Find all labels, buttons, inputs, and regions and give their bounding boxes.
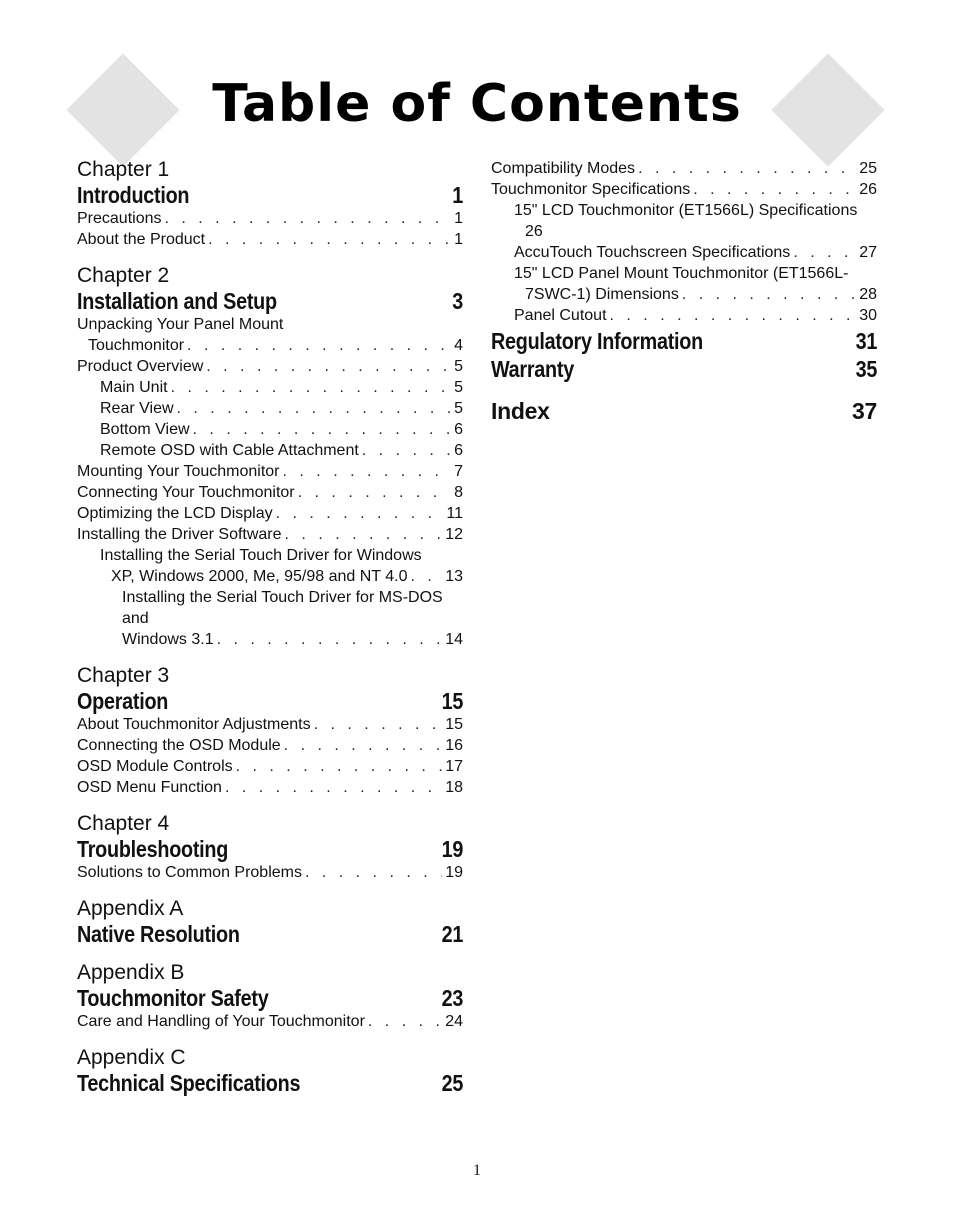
dot-leader: [217, 629, 443, 650]
toc-entry-page: 26: [859, 181, 877, 198]
toc-entry: [77, 524, 463, 545]
toc-entry-page: 6: [454, 421, 463, 438]
toc-entry-label: Compatibility Modes: [491, 160, 636, 177]
toc-entry: [77, 335, 463, 356]
toc-entry-page: 8: [454, 484, 463, 501]
dot-leader: [362, 440, 451, 461]
dot-leader: [298, 482, 451, 503]
section-heading-page: 1: [452, 182, 464, 208]
toc-entry-page: 4: [454, 337, 463, 354]
section-heading: [491, 328, 877, 354]
section-heading-page: 3: [452, 288, 464, 314]
toc-entry-text: 15" LCD Touchmonitor (ET1566L) Specifications: [514, 202, 858, 219]
toc-section: [77, 264, 463, 650]
toc-entry-label: Touchmonitor Specifications: [491, 181, 691, 198]
section-heading: [77, 921, 463, 947]
toc-entry: [491, 158, 877, 179]
section-heading: [77, 182, 463, 208]
toc-entry-page: 11: [446, 505, 463, 522]
toc-entry-label: Remote OSD with Cable Attachment: [100, 442, 359, 459]
dot-leader: [638, 158, 856, 179]
toc-section: [77, 664, 463, 798]
toc-entry-text: Unpacking Your Panel Mount: [77, 316, 284, 333]
index-heading-title: Index: [491, 398, 550, 424]
toc-entry-label: Product Overview: [77, 358, 204, 375]
toc-entry-page: 6: [454, 442, 463, 459]
toc-entry-page: 5: [454, 358, 463, 375]
dot-leader: [368, 1011, 442, 1032]
toc-entry-page: 5: [454, 379, 463, 396]
toc-entry: [491, 179, 877, 200]
toc-entry-label: Optimizing the LCD Display: [77, 505, 273, 522]
index-heading-page: 37: [852, 398, 877, 424]
section-heading: [77, 1070, 463, 1096]
section-heading: [77, 836, 463, 862]
section-heading-title: Technical Specifications: [77, 1070, 301, 1096]
section-heading-title: Installation and Setup: [77, 288, 277, 314]
dot-leader: [225, 777, 442, 798]
section-heading-page: 35: [855, 356, 878, 382]
chapter-label: Chapter 2: [77, 264, 170, 287]
toc-right-column: [491, 158, 877, 424]
toc-entry: [77, 714, 463, 735]
chapter-label: Appendix B: [77, 961, 185, 984]
toc-entry-label: Bottom View: [100, 421, 190, 438]
toc-section: [77, 961, 463, 1032]
dot-leader: [187, 335, 451, 356]
toc-entry: [491, 242, 877, 263]
toc-entry: [77, 229, 463, 250]
toc-entry-label: Panel Cutout: [514, 307, 607, 324]
toc-entry-page: 30: [859, 307, 877, 324]
section-heading: [491, 356, 877, 382]
toc-section: [77, 158, 463, 250]
chapter-label: Appendix C: [77, 1046, 186, 1069]
toc-left-column: [77, 158, 463, 1110]
toc-section: [77, 897, 463, 947]
toc-entry: [491, 305, 877, 326]
section-heading-title: Operation: [77, 688, 169, 714]
toc-entry: [77, 377, 463, 398]
toc-entry-page: 27: [859, 244, 877, 261]
toc-entry: [77, 566, 463, 587]
toc-entry: [77, 398, 463, 419]
chapter-label: Chapter 1: [77, 158, 170, 181]
toc-entry-label: Solutions to Common Problems: [77, 864, 302, 881]
toc-entry-label: XP, Windows 2000, Me, 95/98 and NT 4.0: [111, 568, 408, 585]
toc-entry-text: Installing the Serial Touch Driver for Windows: [100, 547, 422, 564]
toc-entry-label: Installing the Driver Software: [77, 526, 282, 543]
toc-entry: [77, 208, 463, 229]
dot-leader: [206, 356, 451, 377]
toc-entry-page: 24: [445, 1013, 463, 1030]
toc-entry-label: Touchmonitor: [88, 337, 185, 354]
toc-entry: [77, 482, 463, 503]
toc-entry-label: OSD Menu Function: [77, 779, 222, 796]
toc-entry-page: 14: [445, 631, 463, 648]
dot-leader: [410, 566, 442, 587]
toc-entry-label: About Touchmonitor Adjustments: [77, 716, 311, 733]
dot-leader: [285, 524, 443, 545]
toc-entry-page: 1: [454, 210, 463, 227]
toc-entry-label: Connecting Your Touchmonitor: [77, 484, 295, 501]
toc-entry-label: Windows 3.1: [122, 631, 214, 648]
toc-entry-label: OSD Module Controls: [77, 758, 233, 775]
toc-entry-page: 1: [454, 231, 463, 248]
toc-entry-text: Installing the Serial Touch Driver for MS-DOS: [122, 589, 443, 606]
section-heading-page: 21: [441, 921, 464, 947]
dot-leader: [193, 419, 452, 440]
dot-leader: [610, 305, 857, 326]
dot-leader: [276, 503, 444, 524]
toc-entry-text: 15" LCD Panel Mount Touchmonitor (ET1566L-: [514, 265, 849, 282]
dot-leader: [283, 461, 452, 482]
dot-leader: [284, 735, 443, 756]
dot-leader: [314, 714, 443, 735]
toc-entry-label: AccuTouch Touchscreen Specifications: [514, 244, 791, 261]
toc-section: [77, 812, 463, 883]
toc-entry-page: 18: [445, 779, 463, 796]
chapter-label: Appendix A: [77, 897, 184, 920]
section-heading-title: Touchmonitor Safety: [77, 985, 269, 1011]
toc-entry-label: 7SWC-1) Dimensions: [525, 286, 679, 303]
toc-entry-text: 26: [525, 223, 543, 240]
toc-entry-label: Care and Handling of Your Touchmonitor: [77, 1013, 365, 1030]
toc-entry: [77, 440, 463, 461]
section-heading-page: 19: [441, 836, 464, 862]
toc-entry-page: 13: [445, 568, 463, 585]
toc-entry-label: Mounting Your Touchmonitor: [77, 463, 280, 480]
toc-entry: [77, 777, 463, 798]
section-heading-page: 15: [441, 688, 464, 714]
page-title: Table of Contents: [212, 74, 742, 134]
toc-entry-page: 17: [445, 758, 463, 775]
dot-leader: [305, 862, 442, 883]
toc-entry: [77, 356, 463, 377]
toc-entry: [77, 419, 463, 440]
toc-entry: [77, 629, 463, 650]
section-heading-page: 31: [855, 328, 878, 354]
section-heading-title: Warranty: [491, 356, 574, 382]
section-heading-title: Regulatory Information: [491, 328, 703, 354]
toc-entry-page: 15: [445, 716, 463, 733]
toc-entry-label: Rear View: [100, 400, 174, 417]
toc-entry-page: 5: [454, 400, 463, 417]
dot-leader: [693, 179, 856, 200]
toc-entry: [77, 735, 463, 756]
toc-entry-label: Main Unit: [100, 379, 168, 396]
index-heading: [491, 398, 877, 424]
chapter-label: Chapter 4: [77, 812, 170, 835]
section-heading-page: 23: [441, 985, 464, 1011]
dot-leader: [793, 242, 856, 263]
section-heading-title: Native Resolution: [77, 921, 240, 947]
section-heading: [77, 688, 463, 714]
toc-entry-page: 28: [859, 286, 877, 303]
dot-leader: [165, 208, 452, 229]
toc-entry: [77, 1011, 463, 1032]
section-heading-page: 25: [441, 1070, 464, 1096]
dot-leader: [171, 377, 452, 398]
toc-entry: [77, 862, 463, 883]
toc-entry-label: About the Product: [77, 231, 206, 248]
dot-leader: [208, 229, 451, 250]
page-number: 1: [473, 1162, 481, 1179]
toc-entry-page: 19: [445, 864, 463, 881]
section-heading: [77, 985, 463, 1011]
toc-entry-page: 16: [445, 737, 463, 754]
section-heading: [77, 288, 463, 314]
toc-entry-label: Precautions: [77, 210, 162, 227]
toc-entry-page: 7: [454, 463, 463, 480]
toc-entry: [491, 284, 877, 305]
dot-leader: [236, 756, 443, 777]
section-heading-title: Troubleshooting: [77, 836, 229, 862]
toc-entry-page: 12: [445, 526, 463, 543]
toc-entry-page: 25: [859, 160, 877, 177]
toc-entry-text: and: [122, 610, 149, 627]
chapter-label: Chapter 3: [77, 664, 170, 687]
dot-leader: [682, 284, 856, 305]
toc-entry-label: Connecting the OSD Module: [77, 737, 281, 754]
dot-leader: [177, 398, 452, 419]
toc-entry: [77, 503, 463, 524]
section-heading-title: Introduction: [77, 182, 190, 208]
toc-section: [77, 1046, 463, 1096]
toc-entry: [77, 756, 463, 777]
toc-entry: [77, 461, 463, 482]
